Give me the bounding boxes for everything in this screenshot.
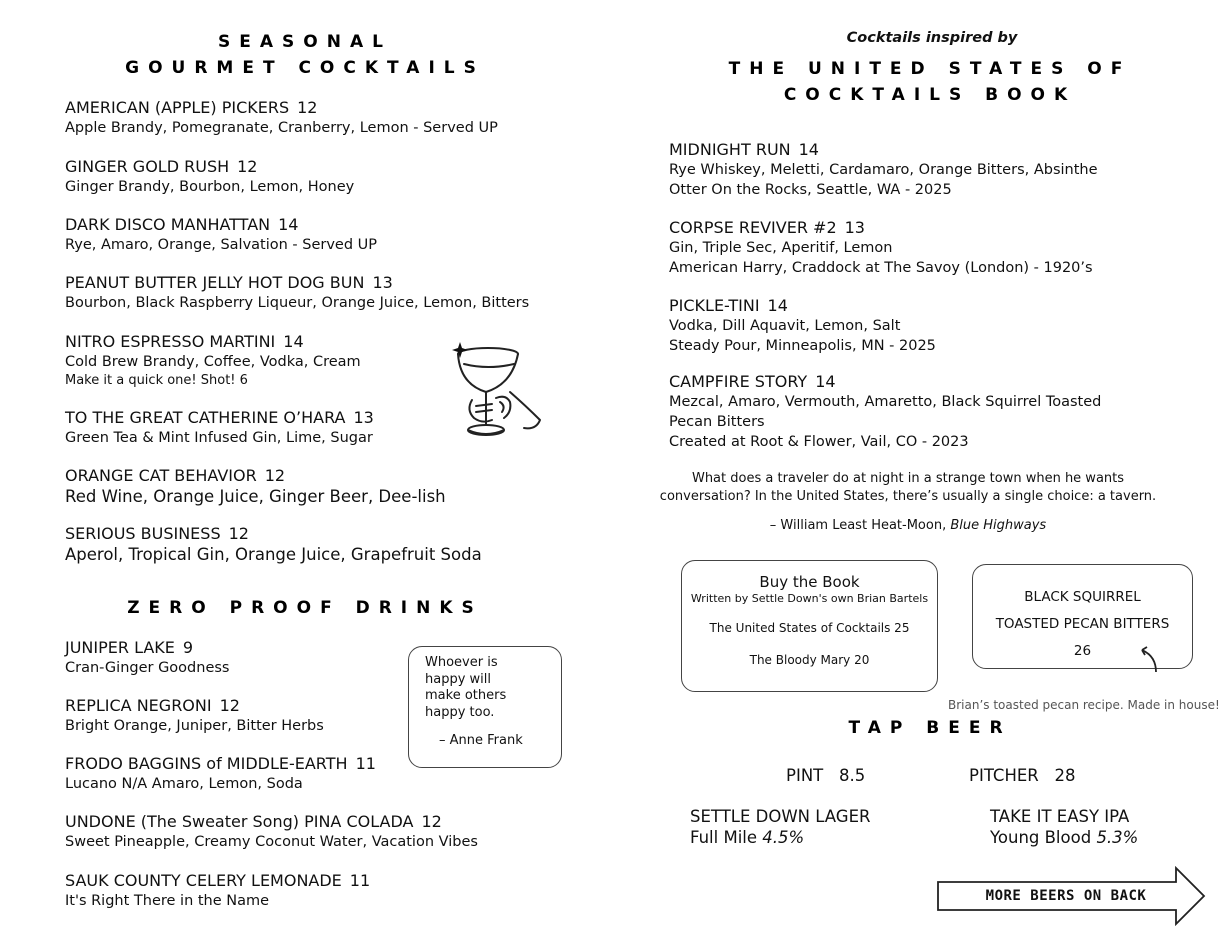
book-box-subtitle: Written by Settle Down's own Brian Bartels (690, 592, 929, 605)
bitters-line: BLACK SQUIRREL (1024, 589, 1141, 605)
quote-author: – William Least Heat-Moon, (769, 518, 947, 533)
heading-line-1: THE UNITED STATES OF (728, 59, 1132, 79)
cocktail-desc: Green Tea & Mint Infused Gin, Lime, Sugar (65, 430, 373, 446)
quote-line: happy too. (425, 704, 495, 720)
pint-price: PINT 8.5 (786, 766, 866, 785)
tap-beer-heading: TAP BEER (848, 718, 1012, 738)
beer-brewer: Full Mile (690, 828, 758, 847)
cocktail-price: 12 (264, 466, 286, 485)
heat-moon-quote (640, 470, 1176, 535)
book-box-title: Buy the Book (759, 573, 860, 591)
cocktail-desc: Cold Brew Brandy, Coffee, Vodka, Cream (65, 354, 361, 370)
drink-desc: Bright Orange, Juniper, Bitter Herbs (65, 718, 324, 734)
drink-desc: Cran-Ginger Goodness (65, 660, 230, 676)
cocktail-origin: American Harry, Craddock at The Savoy (London) - 1920’s (669, 260, 1093, 276)
quote-line: make others (425, 688, 507, 703)
cocktail-price: 14 (278, 215, 299, 234)
cocktail-desc-cont: Pecan Bitters (669, 414, 765, 430)
cocktail-name: TO THE GREAT CATHERINE O’HARA (65, 408, 346, 427)
beer-abv: 5.3% (1096, 828, 1139, 847)
drink-name: REPLICA NEGRONI (65, 696, 212, 715)
cocktail-item (65, 215, 377, 255)
cocktail-name: CAMPFIRE STORY (669, 372, 808, 391)
cocktail-desc: Bourbon, Black Raspberry Liqueur, Orange Juice, Lemon, Bitters (65, 295, 530, 311)
cocktail-item (65, 466, 446, 508)
bitters-note: Brian’s toasted pecan recipe. Made in house! (948, 698, 1220, 712)
drink-price: 12 (421, 812, 442, 831)
beer-brewer: Young Blood (990, 828, 1092, 847)
cocktail-desc: Mezcal, Amaro, Vermouth, Amaretto, Black Squirrel Toasted (669, 394, 1102, 410)
book-cocktail-item (669, 140, 1098, 200)
buy-the-book-box (681, 560, 938, 692)
zero-proof-item (65, 754, 376, 794)
cocktail-price: 13 (372, 273, 393, 292)
heading-line-1: SEASONAL (218, 32, 392, 52)
zero-proof-item (65, 638, 229, 678)
cocktail-item (65, 273, 529, 313)
book-cocktail-item (669, 218, 1093, 278)
cocktail-item (65, 157, 354, 197)
more-beers-on-back: MORE BEERS ON BACK (985, 888, 1147, 904)
drink-name: UNDONE (The Sweater Song) PINA COLADA (65, 812, 414, 831)
cocktail-desc: Red Wine, Orange Juice, Ginger Beer, Dee-lish (65, 487, 446, 506)
zero-proof-item (65, 871, 370, 911)
heading-line-2: COCKTAILS BOOK (783, 85, 1077, 105)
drink-price: 11 (355, 754, 376, 773)
cocktail-desc: Ginger Brandy, Bourbon, Lemon, Honey (65, 179, 355, 195)
cocktail-glass-illustration (446, 340, 546, 446)
quote-box (408, 646, 562, 768)
seasonal-heading (65, 30, 545, 80)
cocktail-price: 14 (767, 296, 788, 315)
drink-name: JUNIPER LAKE (65, 638, 175, 657)
beer-item (990, 806, 1138, 848)
cocktail-price: 14 (815, 372, 836, 391)
cocktail-desc: Rye Whiskey, Meletti, Cardamaro, Orange Bitters, Absinthe (669, 162, 1098, 178)
cocktail-item (65, 524, 482, 566)
cocktail-price: 12 (297, 98, 318, 117)
drink-desc: Sweet Pineapple, Creamy Coconut Water, Vacation Vibes (65, 834, 478, 850)
cocktail-origin: Steady Pour, Minneapolis, MN - 2025 (669, 338, 936, 354)
beer-item (690, 806, 870, 848)
curved-arrow-icon (1138, 644, 1164, 680)
quote-line: Whoever is (425, 655, 498, 670)
cocktail-note: Make it a quick one! Shot! 6 (65, 373, 248, 388)
bitters-price: 26 (1073, 643, 1092, 659)
cocktail-price: 14 (798, 140, 819, 159)
cocktail-name: ORANGE CAT BEHAVIOR (65, 466, 257, 485)
quote-line: What does a traveler do at night in a strange town when he wants (691, 471, 1125, 486)
quote-line: happy will (425, 671, 492, 687)
cocktail-desc: Aperol, Tropical Gin, Orange Juice, Grapefruit Soda (65, 545, 482, 564)
cocktail-name: NITRO ESPRESSO MARTINI (65, 332, 276, 351)
cocktail-name: GINGER GOLD RUSH (65, 157, 230, 176)
drink-name: FRODO BAGGINS of MIDDLE-EARTH (65, 754, 348, 773)
cocktail-price: 12 (237, 157, 258, 176)
cocktail-origin: Created at Root & Flower, Vail, CO - 2023 (669, 434, 969, 450)
beer-name: TAKE IT EASY IPA (990, 807, 1130, 826)
cocktail-desc: Gin, Triple Sec, Aperitif, Lemon (669, 240, 893, 256)
cocktail-price: 12 (228, 524, 249, 543)
zero-proof-heading: ZERO PROOF DRINKS (127, 598, 483, 618)
beer-abv: 4.5% (762, 828, 805, 847)
drink-name: SAUK COUNTY CELERY LEMONADE (65, 871, 342, 890)
cocktail-name: CORPSE REVIVER #2 (669, 218, 837, 237)
drink-price: 11 (349, 871, 371, 890)
drink-desc: Lucano N/A Amaro, Lemon, Soda (65, 776, 303, 792)
quote-line: conversation? In the United States, there’s usually a single choice: a tavern. (659, 489, 1157, 504)
cocktail-item (65, 408, 374, 448)
cocktail-name: DARK DISCO MANHATTAN (65, 215, 271, 234)
cocktail-desc: Vodka, Dill Aquavit, Lemon, Salt (669, 318, 901, 334)
drink-price: 9 (182, 638, 194, 657)
book-heading (680, 56, 1180, 108)
cocktail-item (65, 98, 498, 138)
book-cocktail-item (669, 296, 936, 356)
book-box-item: The Bloody Mary 20 (749, 653, 870, 667)
drink-price: 12 (219, 696, 240, 715)
cocktail-desc: Rye, Amaro, Orange, Salvation - Served UP (65, 237, 378, 253)
cocktail-origin: Otter On the Rocks, Seattle, WA - 2025 (669, 182, 952, 198)
quote-author: – Anne Frank (439, 733, 523, 748)
cocktail-name: AMERICAN (APPLE) PICKERS (65, 98, 290, 117)
cocktail-name: MIDNIGHT RUN (669, 140, 791, 159)
quote-book-title: Blue Highways (950, 518, 1047, 533)
cocktail-price: 14 (283, 332, 304, 351)
cocktail-name: SERIOUS BUSINESS (65, 524, 221, 543)
book-box-item: The United States of Cocktails 25 (709, 621, 910, 635)
bitters-line: TOASTED PECAN BITTERS (995, 616, 1170, 632)
beer-name: SETTLE DOWN LAGER (690, 807, 871, 826)
heading-line-2: GOURMET COCKTAILS (125, 58, 485, 78)
inspired-by: Cocktails inspired by (846, 30, 1018, 46)
drink-desc: It's Right There in the Name (65, 893, 270, 909)
cocktail-name: PICKLE-TINI (669, 296, 760, 315)
zero-proof-item (65, 812, 478, 852)
cocktail-item (65, 332, 361, 389)
pitcher-price: PITCHER 28 (969, 766, 1076, 785)
zero-proof-item (65, 696, 324, 736)
cocktail-name: PEANUT BUTTER JELLY HOT DOG BUN (65, 273, 365, 292)
book-cocktail-item (669, 372, 1101, 452)
cocktail-price: 13 (844, 218, 865, 237)
cocktail-price: 13 (353, 408, 374, 427)
cocktail-desc: Apple Brandy, Pomegranate, Cranberry, Lemon - Served UP (65, 120, 498, 136)
